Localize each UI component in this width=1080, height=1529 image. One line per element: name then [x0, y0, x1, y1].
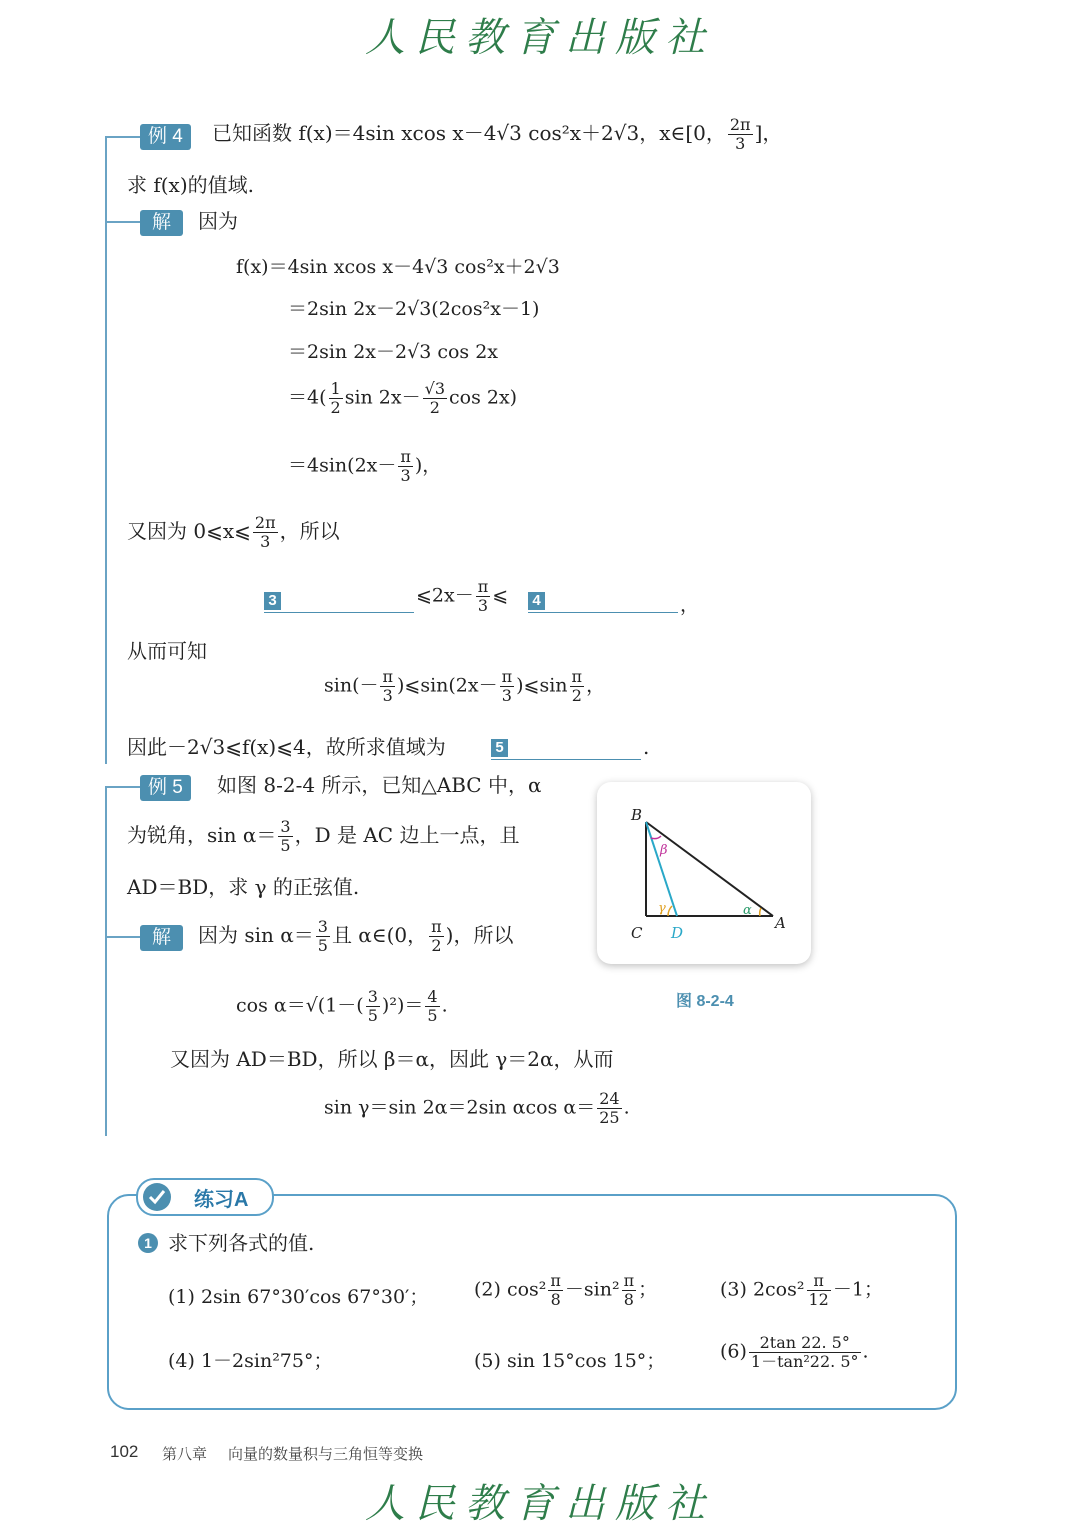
- denominator: 5: [367, 1006, 378, 1025]
- denominator: 1－tan²22. 5°: [750, 1352, 859, 1371]
- item2-part-c: ；: [638, 1278, 658, 1301]
- equation-1: f(x)＝4sin xcos x－4√3 cos²x＋2√3: [236, 256, 560, 278]
- example4-solution-tag: 解: [140, 210, 183, 236]
- also-part-a: 又因为 0⩽x⩽: [127, 519, 251, 543]
- exercise-item-6: [720, 1334, 869, 1371]
- example5-line-3: AD＝BD，求 γ 的正弦值.: [127, 875, 360, 899]
- final-part-a: sin γ＝sin 2α＝2sin αcos α＝: [324, 1096, 596, 1119]
- numerator: π: [400, 447, 411, 466]
- numerator: π: [807, 1272, 831, 1291]
- denominator: 3: [735, 134, 746, 153]
- equation-3: ＝2sin 2x－2√3 cos 2x: [288, 341, 498, 363]
- fraction: [476, 578, 491, 615]
- example4-rule-top: [105, 136, 145, 138]
- ex5-sol-b: 且 α∈(0，: [331, 923, 428, 947]
- figure-caption: 图 8-2-4: [676, 993, 734, 1010]
- exercise-title-tab: [136, 1178, 274, 1216]
- eq5-part-a: ＝4sin(2x－: [288, 454, 397, 477]
- example5-solution-tag: 解: [140, 925, 183, 951]
- denominator: 3: [477, 596, 489, 615]
- label-c: C: [631, 924, 643, 942]
- item3-part-a: (3) 2cos²: [720, 1278, 805, 1301]
- numerator: 4: [427, 987, 438, 1006]
- equation-4: [288, 380, 517, 417]
- cos-end: .: [441, 994, 448, 1017]
- numerator: 2π: [254, 513, 276, 532]
- label-gamma: γ: [658, 901, 666, 916]
- eq4-part-b: sin 2x－: [344, 386, 421, 409]
- sin-part-b: )⩽sin(2x－: [397, 674, 498, 697]
- fraction: [429, 918, 444, 955]
- fraction: [570, 668, 585, 705]
- publisher-footer: 人民教育出版社: [365, 1481, 715, 1527]
- cos-alpha-equation: [236, 988, 448, 1025]
- denominator: 2: [431, 936, 442, 955]
- item6-part-b: .: [862, 1340, 869, 1363]
- label-b: B: [631, 806, 643, 824]
- ineq-part-a: ⩽2x－: [416, 584, 474, 607]
- fraction: [423, 380, 447, 417]
- numerator: π: [623, 1271, 635, 1290]
- beta-arc: [651, 836, 661, 839]
- example5-sol-rule: [105, 936, 145, 938]
- fraction: [425, 988, 439, 1025]
- exercise-item-3: [720, 1272, 883, 1309]
- denominator: 8: [623, 1290, 634, 1309]
- question-1-number: 1: [138, 1233, 158, 1253]
- inequality-end: ，: [680, 594, 700, 616]
- example4-tag: 例 4: [140, 124, 191, 150]
- example5-solution-intro: [198, 918, 513, 955]
- answer-blank-4[interactable]: [528, 590, 678, 613]
- chapter-label: 第八章: [162, 1445, 208, 1463]
- example4-statement-text: 已知函数 f(x)＝4sin xcos x－4√3 cos²x＋2√3，x∈[0，: [212, 121, 726, 145]
- example5-rule-top: [105, 786, 145, 788]
- ex5-sol-c: )，所以: [445, 923, 514, 947]
- equation-2: ＝2sin 2x－2√3(2cos²x－1): [288, 298, 540, 320]
- ex5-sol-a: 因为 sin α＝: [198, 923, 314, 947]
- question-1-text: 求下列各式的值.: [168, 1231, 315, 1255]
- conclusion-line: 因此－2√3⩽f(x)⩽4，故所求值域为: [127, 735, 446, 759]
- check-icon: [140, 1180, 176, 1214]
- also-because-line: [127, 514, 340, 551]
- answer-blank-5[interactable]: [491, 737, 641, 760]
- example4-solution-intro: 因为: [198, 209, 238, 233]
- hence-line: 从而可知: [127, 639, 207, 663]
- label-d: D: [671, 924, 684, 942]
- eq4-part-c: cos 2x): [449, 386, 518, 409]
- exercise-item-2: [474, 1272, 657, 1309]
- numerator: 3: [280, 817, 291, 836]
- numerator: 2π: [729, 115, 751, 134]
- label-alpha: α: [743, 903, 752, 918]
- numerator: 1: [330, 379, 341, 398]
- fraction: [597, 1090, 621, 1127]
- also-part-b: ，所以: [279, 519, 340, 543]
- label-beta: β: [660, 843, 668, 858]
- denominator: 3: [260, 532, 271, 551]
- item6-part-a: (6): [720, 1340, 747, 1363]
- exercise-item-5: (5) sin 15°cos 15°；: [474, 1350, 666, 1372]
- item3-part-b: －1；: [832, 1278, 883, 1301]
- fraction: [398, 448, 413, 485]
- example4-rule: [105, 136, 107, 764]
- final-end: .: [623, 1096, 630, 1119]
- final-equation: [324, 1090, 630, 1127]
- sine-inequality: [324, 668, 605, 705]
- numerator: √3: [424, 379, 445, 398]
- fraction: [253, 514, 278, 551]
- inequality-line: [416, 578, 508, 615]
- blank-number: 3: [264, 592, 281, 610]
- denominator: 8: [550, 1290, 561, 1309]
- fraction: [366, 988, 380, 1025]
- exercise-item-4: (4) 1－2sin²75°；: [168, 1350, 333, 1372]
- denominator: 12: [808, 1290, 829, 1309]
- item2-part-b: －sin²: [564, 1278, 620, 1301]
- again-line: 又因为 AD＝BD，所以 β＝α，因此 γ＝2α，从而: [170, 1047, 614, 1071]
- sin-part-a: sin(－: [324, 674, 379, 697]
- fraction: [749, 1334, 861, 1371]
- numerator: 24: [599, 1089, 620, 1108]
- numerator: 3: [317, 917, 328, 936]
- exercise-item-1: (1) 2sin 67°30′cos 67°30′；: [168, 1286, 429, 1308]
- numerator: 2tan 22. 5°: [749, 1334, 861, 1353]
- fraction: [548, 1272, 563, 1309]
- denominator: 3: [400, 466, 411, 485]
- blank-number: 5: [491, 739, 508, 757]
- fraction: [728, 116, 753, 153]
- fraction: [500, 668, 515, 705]
- cos-part-a: cos α＝√(1－(: [236, 994, 364, 1017]
- eq4-part-a: ＝4(: [288, 386, 327, 409]
- numerator: π: [477, 577, 489, 596]
- triangle-diagram: [597, 782, 811, 964]
- exercise-title: 练习A: [194, 1189, 249, 1211]
- fraction: [807, 1272, 831, 1309]
- example4-statement-end: ]，: [754, 121, 783, 145]
- blank-number: 4: [528, 592, 545, 610]
- figure-8-2-4: [597, 782, 811, 964]
- denominator: 2: [330, 398, 341, 417]
- example4-statement-2: 求 f(x)的值域.: [127, 173, 255, 197]
- item2-part-a: (2) cos²: [474, 1278, 547, 1301]
- example5-rule: [105, 786, 107, 1136]
- denominator: 5: [280, 836, 291, 855]
- ex5-line2-b: ，D 是 AC 边上一点，且: [294, 823, 520, 847]
- numerator: π: [550, 1271, 561, 1290]
- denominator: 2: [429, 398, 440, 417]
- numerator: π: [382, 667, 393, 686]
- denominator: 5: [317, 936, 328, 955]
- fraction: [622, 1272, 637, 1309]
- denominator: 3: [382, 686, 393, 705]
- denominator: 3: [501, 686, 512, 705]
- numerator: π: [431, 917, 442, 936]
- sin-part-c: )⩽sin: [516, 674, 568, 697]
- ineq-part-b: ⩽: [492, 584, 509, 607]
- fraction: [380, 668, 395, 705]
- sin-end: ，: [586, 674, 606, 697]
- denominator: 2: [571, 686, 582, 705]
- example5-line-1: 如图 8-2-4 所示，已知△ABC 中，α: [217, 773, 542, 797]
- numerator: π: [571, 667, 583, 686]
- answer-blank-3[interactable]: [264, 590, 414, 613]
- denominator: 25: [599, 1108, 620, 1127]
- gamma-arc: [668, 906, 672, 916]
- numerator: 3: [367, 987, 378, 1006]
- alpha-arc: [760, 908, 761, 916]
- eq5-part-b: )，: [414, 454, 442, 477]
- fraction: [278, 818, 292, 855]
- example4-sol-rule: [105, 221, 145, 223]
- publisher-header: 人民教育出版社: [365, 15, 715, 61]
- fraction: [316, 918, 330, 955]
- example5-line-2: [127, 818, 519, 855]
- conclusion-end: .: [643, 735, 650, 759]
- chapter-title: 向量的数量积与三角恒等变换: [228, 1445, 424, 1463]
- numerator: π: [501, 667, 513, 686]
- equation-5: [288, 448, 441, 485]
- denominator: 5: [427, 1006, 438, 1025]
- cos-part-b: )²)＝: [381, 994, 424, 1017]
- example4-statement: [212, 116, 782, 153]
- ex5-line2-a: 为锐角，sin α＝: [127, 823, 277, 847]
- example5-tag: 例 5: [140, 775, 191, 801]
- fraction: [329, 380, 343, 417]
- label-a: A: [775, 914, 786, 932]
- page-number: 102: [110, 1442, 139, 1461]
